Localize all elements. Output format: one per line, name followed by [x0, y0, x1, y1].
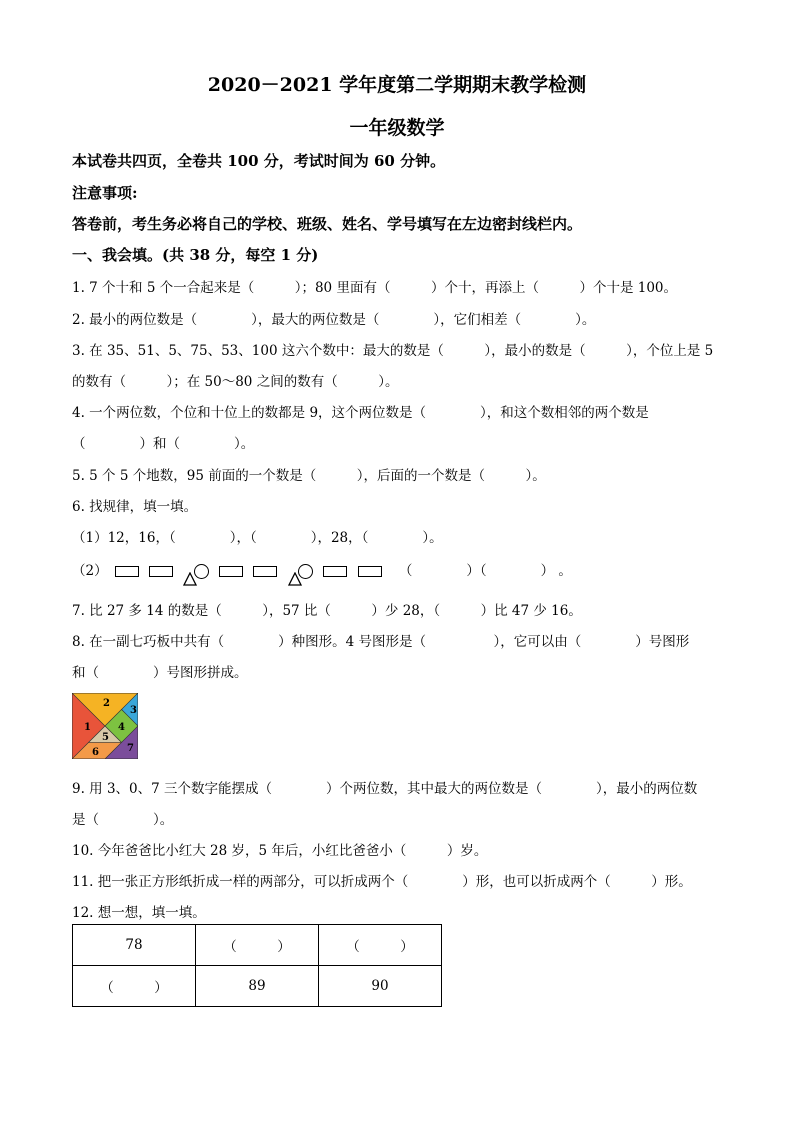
question-12-table: [72, 924, 442, 1007]
question-6-part-2-blanks: （ ）（ ）: [398, 563, 555, 579]
tangram-label-6: 6: [92, 747, 99, 758]
circle-shape: [298, 564, 313, 579]
question-4-line-2: （ ）和（ ）。: [72, 436, 255, 452]
question-9-line-2: 是（ ）。: [72, 812, 174, 828]
question-6-part-2-end: 。: [558, 563, 572, 579]
question-12: 12. 想一想，填一填。: [72, 905, 206, 921]
exam-subtitle: 一年级数学: [349, 117, 445, 139]
tangram-figure: [72, 693, 138, 759]
question-8-line-2: 和（ ）号图形拼成。: [72, 665, 248, 681]
question-3-line-2: 的数有（ ）；在 50～80 之间的数有（ ）。: [72, 374, 399, 390]
question-10: 10. 今年爸爸比小红大 28 岁，5 年后，小红比爸爸小（ ）岁。: [72, 843, 488, 859]
tangram-label-1: 1: [84, 722, 91, 733]
question-5: 5. 5 个 5 个地数，95 前面的一个数是（ ），后面的一个数是（ ）。: [72, 468, 546, 484]
question-7: 7. 比 27 多 14 的数是（ ），57 比（ ）少 28，（ ）比 47 少 16。: [72, 603, 582, 619]
question-6-part-2-label: （2）: [72, 563, 108, 579]
rectangle-shape: [358, 566, 382, 577]
tangram-label-4: 4: [118, 722, 125, 733]
question-1: 1. 7 个十和 5 个一合起来是（ ）；80 里面有（ ）个十，再添上（ ）个十是 100。: [72, 280, 678, 296]
table-row: [73, 966, 442, 1007]
tangram-label-5: 5: [102, 732, 109, 743]
table-cell: （ ）: [319, 925, 442, 966]
question-2: 2. 最小的两位数是（ ），最大的两位数是（ ），它们相差（ ）。: [72, 312, 596, 328]
attention-label: 注意事项:: [72, 184, 138, 202]
table-cell: （ ）: [73, 966, 196, 1007]
rectangle-shape: [149, 566, 173, 577]
question-11: 11. 把一张正方形纸折成一样的两部分，可以折成两个（ ）形，也可以折成两个（ ）形。: [72, 874, 692, 890]
section-heading: 一、我会填。(共 38 分，每空 1 分): [72, 246, 319, 264]
table-cell: 89: [196, 966, 319, 1007]
question-9-line-1: 9. 用 3、0、7 三个数字能摆成（ ）个两位数，其中最大的两位数是（ ），最小的两位数: [72, 781, 698, 797]
table-row: [73, 925, 442, 966]
tangram-label-2: 2: [103, 698, 110, 709]
table-cell: 90: [319, 966, 442, 1007]
question-6: 6. 找规律，填一填。: [72, 499, 198, 515]
rectangle-shape: [323, 566, 347, 577]
rectangle-shape: [219, 566, 243, 577]
attention-text: 答卷前，考生务必将自己的学校、班级、姓名、学号填写在左边密封线栏内。: [72, 215, 583, 233]
exam-info: 本试卷共四页，全卷共 100 分，考试时间为 60 分钟。: [72, 152, 446, 170]
question-8-line-1: 8. 在一副七巧板中共有（ ）种图形。4 号图形是（ ），它可以由（ ）号图形: [72, 634, 690, 650]
tangram-label-3: 3: [130, 705, 137, 716]
exam-title: 2020－2021 学年度第二学期期末教学检测: [207, 74, 587, 96]
question-6-part-1: （1）12，16，（ ），（ ），28，（ ）。: [72, 530, 443, 546]
question-4-line-1: 4. 一个两位数，个位和十位上的数都是 9，这个两位数是（ ），和这个数相邻的两个数是: [72, 405, 649, 421]
rectangle-shape: [253, 566, 277, 577]
question-3-line-1: 3. 在 35、51、5、75、53、100 这六个数中：最大的数是（ ），最小的数是（ ），个位上是 5: [72, 343, 714, 359]
tangram-label-7: 7: [127, 743, 134, 754]
table-cell: （ ）: [196, 925, 319, 966]
question-6-part-2: [72, 559, 572, 579]
table-cell: 78: [73, 925, 196, 966]
rectangle-shape: [115, 566, 139, 577]
circle-shape: [194, 564, 209, 579]
